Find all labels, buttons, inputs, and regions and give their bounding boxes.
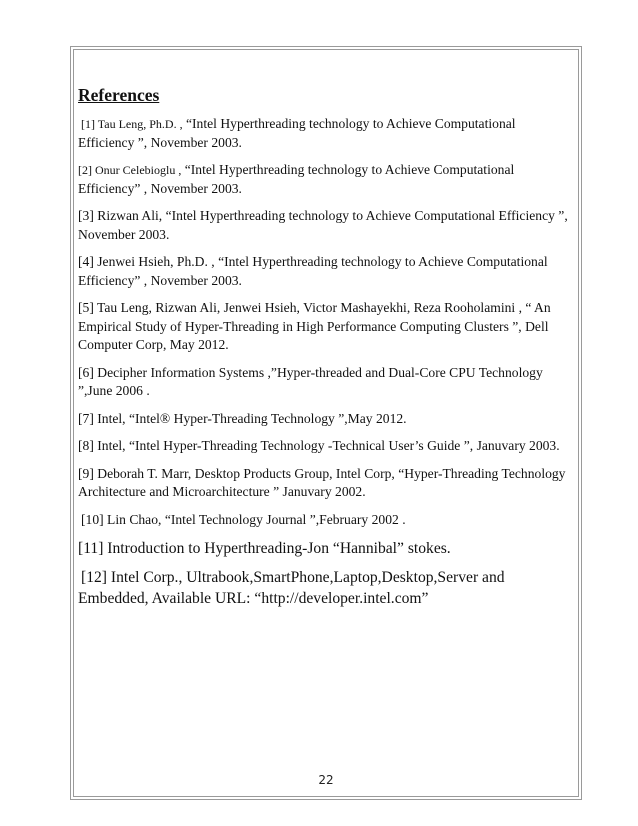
reference-2-author: [2] Onur Celebioglu ,: [78, 163, 182, 177]
reference-11: [11] Introduction to Hyperthreading-Jon “Hannibal” stokes.: [78, 540, 451, 557]
reference-1-author: [1] Tau Leng, Ph.D. ,: [81, 117, 183, 131]
reference-3: [3] Rizwan Ali, “Intel Hyperthreading technology to Achieve Computational Efficiency ”, November 2003.: [78, 208, 568, 242]
reference-12-text: [12] Intel Corp., Ultrabook,SmartPhone,Laptop,Desktop,Server and Embedded, Available URL: “http://developer.intel.com”: [78, 569, 505, 607]
reference-9: [9] Deborah T. Marr, Desktop Products Group, Intel Corp, “Hyper-Threading Technology Architecture and Microarchitecture ” Januvary 2002.: [78, 465, 566, 499]
reference-8: [8] Intel, “Intel Hyper-Threading Technology -Technical User’s Guide ”, Januvary 2003.: [78, 438, 560, 453]
reference-10: [78, 511, 572, 530]
reference-4: [4] Jenwei Hsieh, Ph.D. , “Intel Hyperthreading technology to Achieve Computational Efficiency” , November 2003.: [78, 254, 548, 288]
reference-12: [78, 567, 572, 609]
reference-1-text: “Intel Hyperthreading technology to Achieve Computational Efficiency ”, November 2003.: [78, 116, 516, 150]
reference-6: [6] Decipher Information Systems ,”Hyper-threaded and Dual-Core CPU Technology ”,June 2006 .: [78, 364, 543, 398]
reference-7: [7] Intel, “Intel® Hyper-Threading Technology ”,May 2012.: [78, 410, 407, 426]
references-section: [78, 84, 572, 617]
reference-10-text: [10] Lin Chao, “Intel Technology Journal ”,February 2002 .: [81, 511, 406, 527]
reference-2-text: “Intel Hyperthreading technology to Achieve Computational Efficiency” , November 2003.: [78, 162, 515, 196]
reference-2: [78, 161, 572, 198]
page-number: 22: [318, 773, 334, 787]
reference-1: [78, 115, 572, 152]
reference-5: [5] Tau Leng, Rizwan Ali, Jenwei Hsieh, Victor Mashayekhi, Reza Rooholamini , “ An Empirical Study of Hyper-Threading in High Performance Computing Clusters ”, Dell Computer Corp, May 2012.: [78, 300, 551, 352]
references-heading: References: [78, 85, 160, 105]
